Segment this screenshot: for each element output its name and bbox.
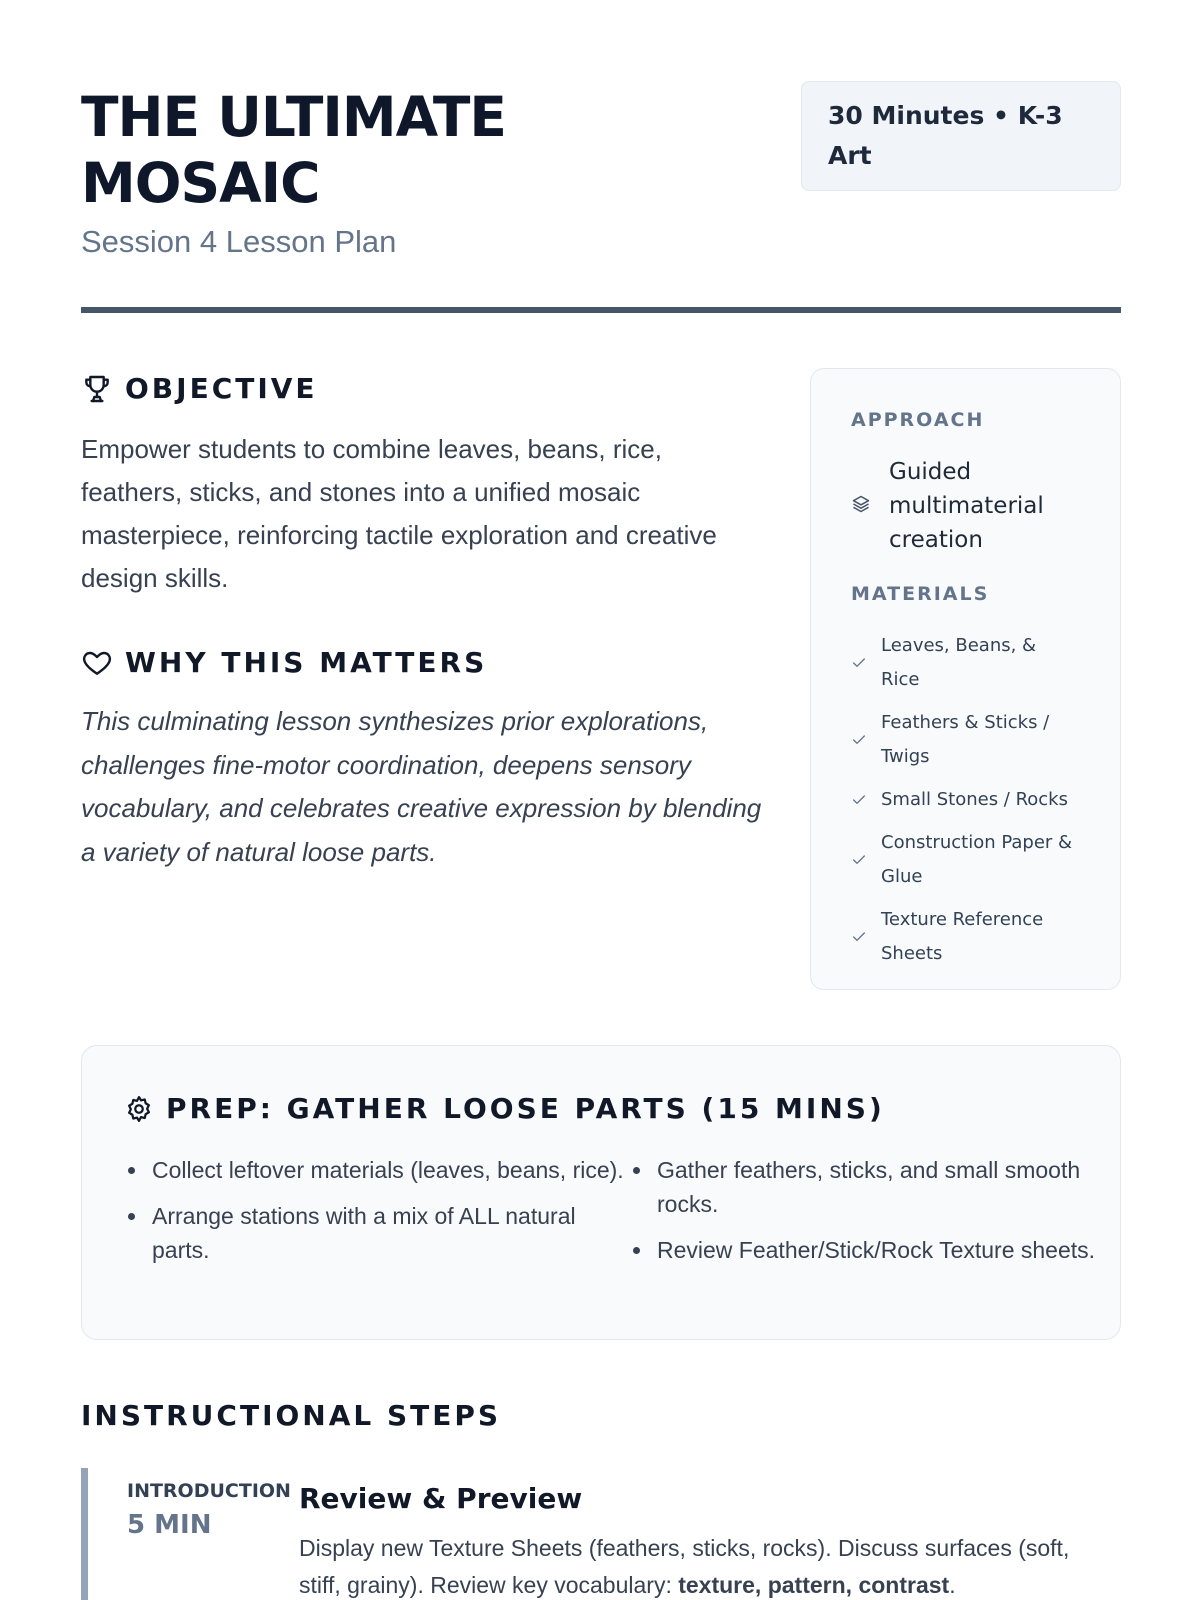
lesson-header [81,84,1121,260]
steps-heading: INSTRUCTIONAL STEPS [81,1399,502,1432]
check-icon [851,852,867,868]
approach-row [851,455,1080,557]
step-text-main: Display new Texture Sheets (feathers, sticks, rocks). Discuss surfaces (soft, stiff, grainy). Review key vocabulary: [299,1535,1070,1598]
step-card [81,1468,1121,1600]
prep-item: Gather feathers, sticks, and small smooth rocks. [629,1153,1099,1221]
material-item [851,783,1080,817]
why-heading-text: WHY THIS MATTERS [125,646,488,679]
prep-list-left [124,1153,629,1279]
page-title [81,84,641,216]
duration-grade-badge: 30 Minutes • K-3 Art [801,81,1121,191]
step-text [299,1530,1099,1600]
step-title: Review & Preview [299,1482,583,1515]
prep-item: Collect leftover materials (leaves, beans, rice). [124,1153,629,1187]
step-text-end: . [949,1572,956,1598]
check-icon [851,655,867,671]
why-text: This culminating lesson synthesizes prior explorations, challenges fine-motor coordination, deepens sensory vocabulary, and celebrates creative expression by blending a variety of natural loose parts. [81,706,762,867]
material-item [851,629,1080,697]
page-subtitle: Session 4 Lesson Plan [81,224,397,259]
materials-label: MATERIALS [851,583,990,605]
layers-icon [851,494,871,519]
prep-list-grid [124,1153,1096,1279]
material-label: Leaves, Beans, & Rice [881,635,1037,690]
check-icon [851,792,867,808]
check-icon [851,929,867,945]
material-item [851,903,1080,971]
prep-heading-text: PREP: GATHER LOOSE PARTS (15 MINS) [166,1092,885,1125]
approach-text: Guided multimaterial creation [889,459,1044,553]
title-line-1: THE ULTIMATE [81,85,506,149]
material-item [851,826,1080,894]
trophy-icon [81,373,113,405]
prep-list-right [629,1153,1099,1279]
header-divider [81,307,1121,313]
material-label: Feathers & Sticks / Twigs [881,712,1050,767]
why-heading [81,646,487,679]
step-text-vocab: texture, pattern, contrast [678,1572,950,1598]
material-label: Texture Reference Sheets [881,909,1044,964]
objective-heading [81,372,318,405]
approach-materials-panel [810,368,1121,990]
prep-item: Review Feather/Stick/Rock Texture sheets. [629,1233,1099,1267]
step-duration: 5 MIN [127,1510,212,1540]
objective-text: Empower students to combine leaves, beans, rice, feathers, sticks, and stones into a unified mosaic masterpiece, reinforcing tactile exploration and creative design skills. [81,434,717,593]
material-label: Construction Paper & Glue [881,832,1073,887]
approach-label: APPROACH [851,409,985,431]
check-icon [851,732,867,748]
material-label: Small Stones / Rocks [881,789,1068,810]
prep-panel [81,1045,1121,1340]
step-phase: INTRODUCTION [127,1480,291,1502]
heart-icon [81,647,113,679]
gear-icon [124,1094,154,1124]
prep-heading [124,1092,1078,1125]
title-line-2: MOSAIC [81,151,320,215]
objective-heading-text: OBJECTIVE [125,372,318,405]
material-item [851,706,1080,774]
materials-list [851,629,1080,971]
prep-item: Arrange stations with a mix of ALL natural parts. [124,1199,629,1267]
